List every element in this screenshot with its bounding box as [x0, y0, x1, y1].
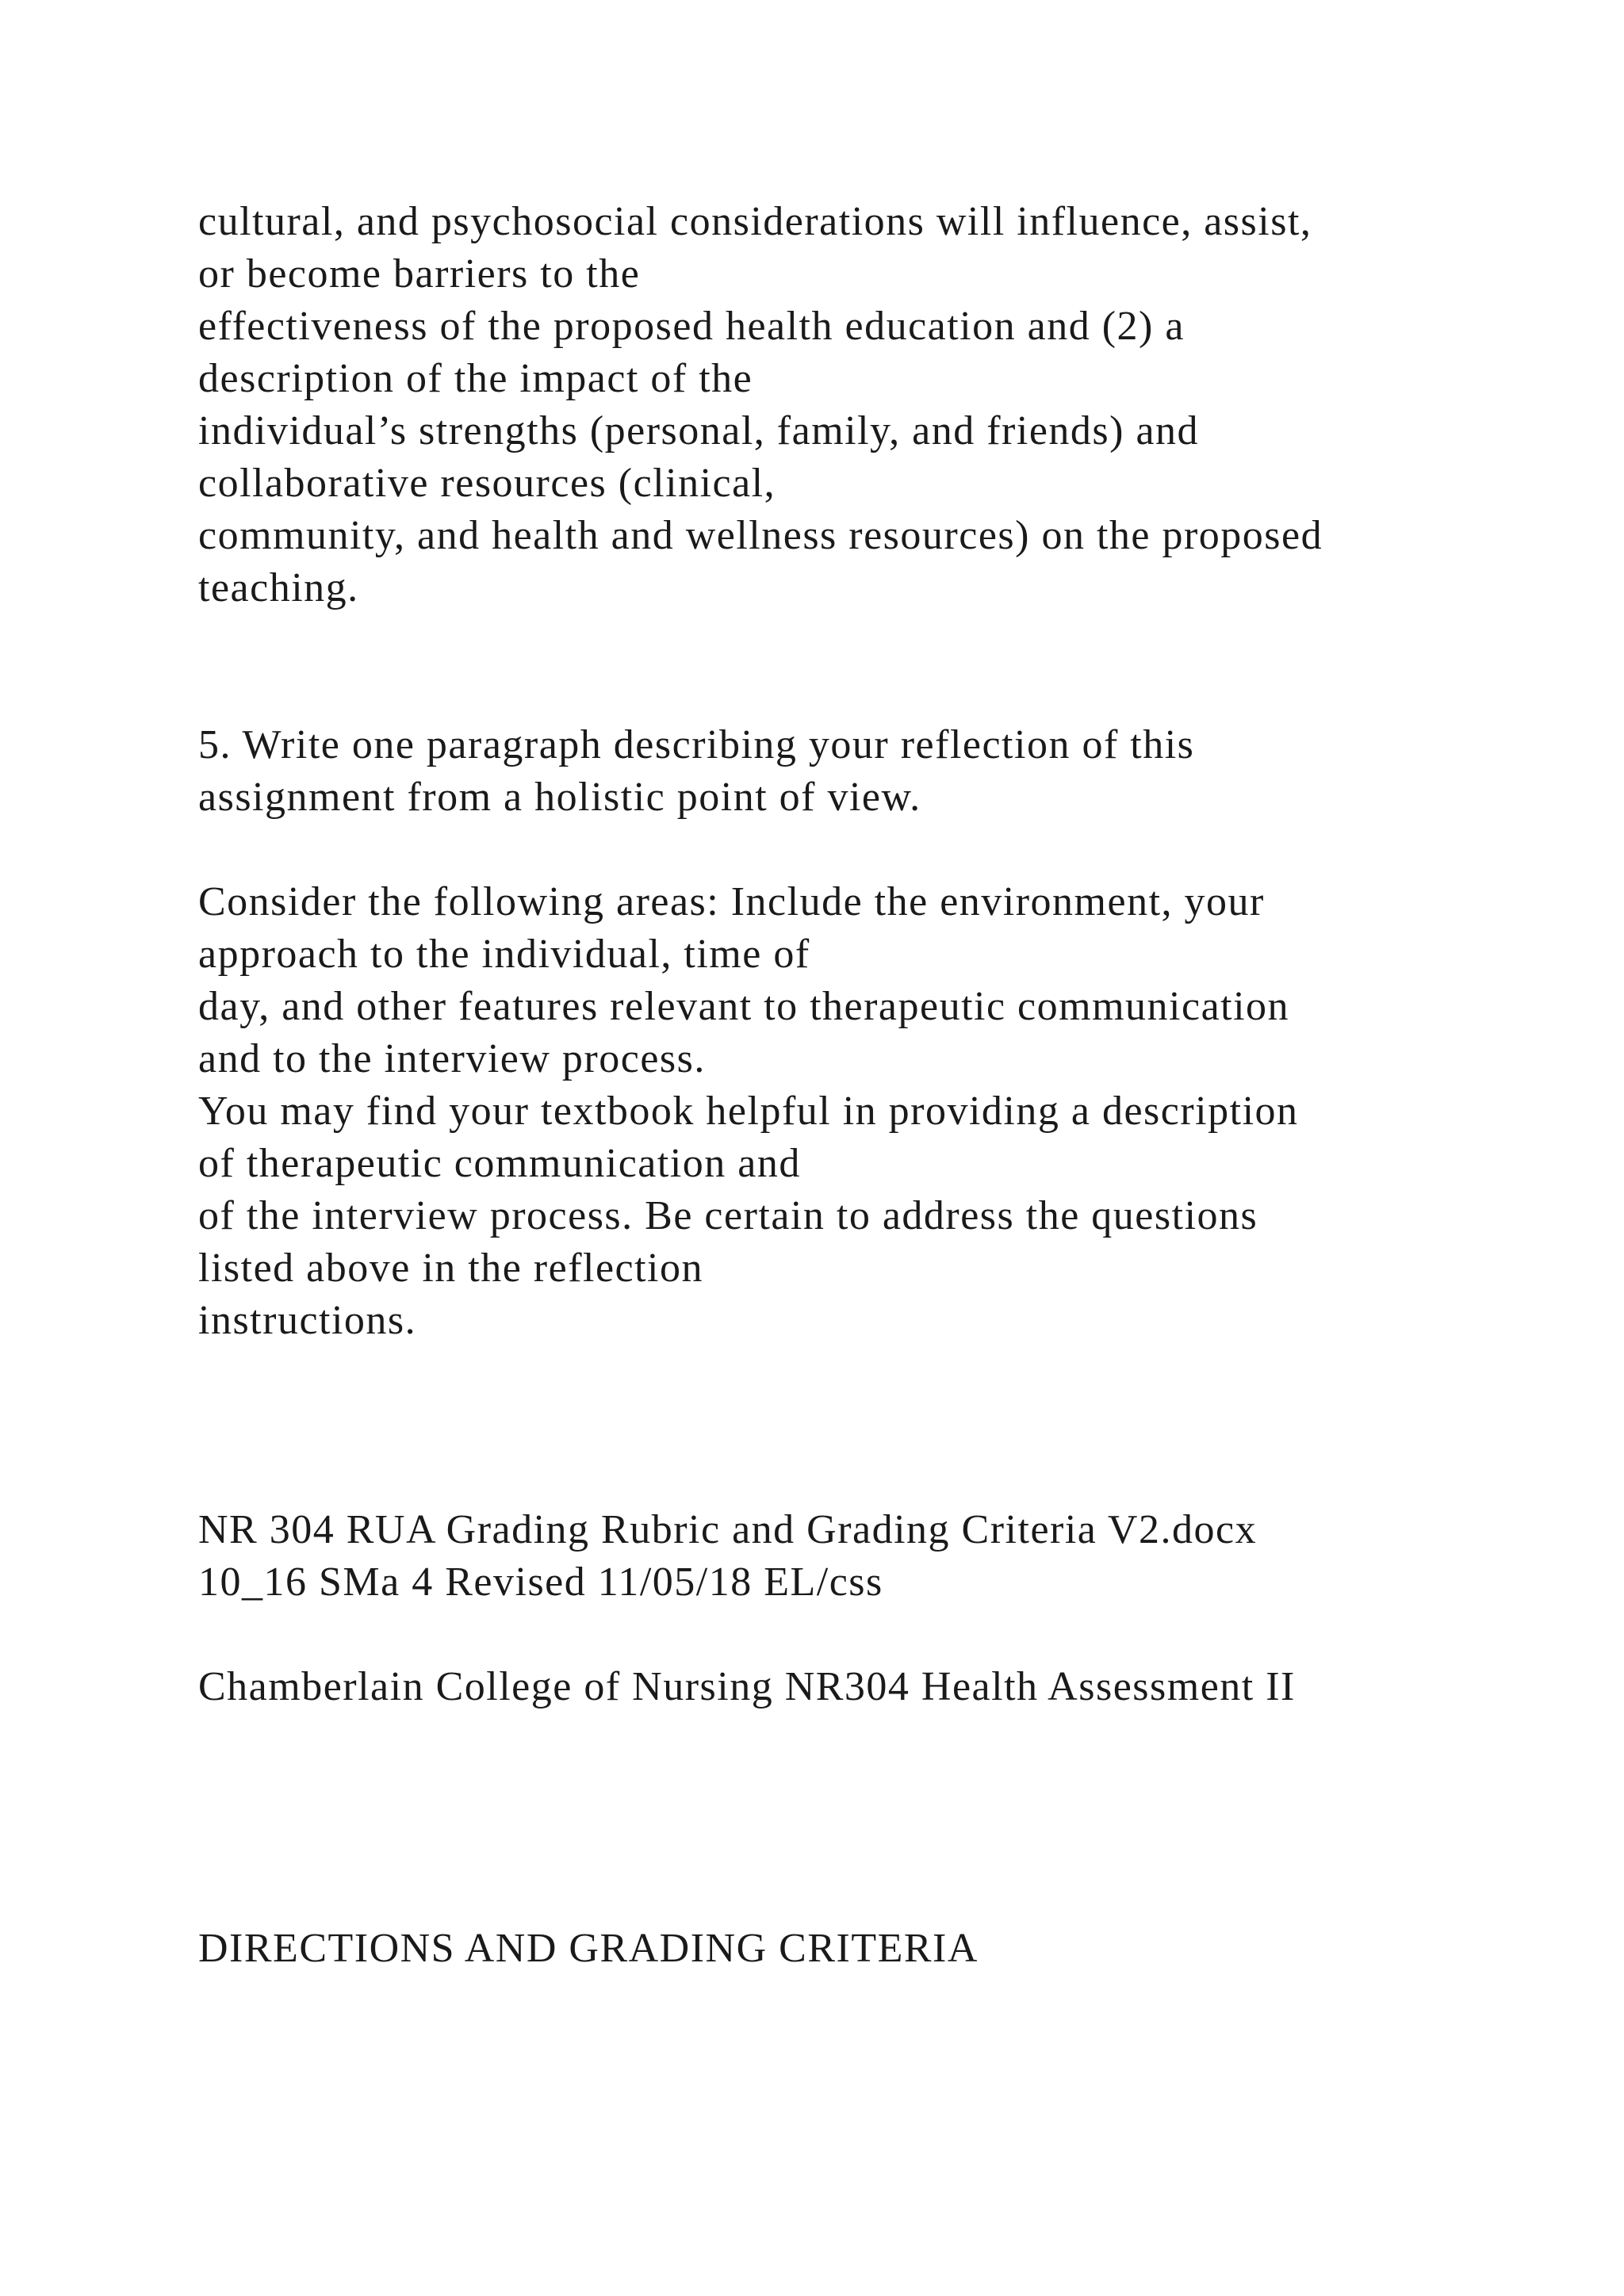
paragraph-line: listed above in the reflection [198, 1246, 704, 1291]
instruction-item-line: assignment from a holistic point of view. [198, 775, 921, 820]
paragraph-line: of the interview process. Be certain to address the questions [198, 1193, 1258, 1238]
paragraph-line: and to the interview process. [198, 1036, 706, 1081]
paragraph-line: collaborative resources (clinical, [198, 461, 776, 506]
paragraph-line: of therapeutic communication and [198, 1141, 801, 1186]
paragraph-line: cultural, and psychosocial considerations will influence, assist, [198, 199, 1312, 244]
paragraph-line: teaching. [198, 565, 359, 610]
paragraph-line: approach to the individual, time of [198, 932, 810, 977]
instruction-item-line: 5. Write one paragraph describing your reflection of this [198, 722, 1195, 767]
revision-line: 10_16 SMa 4 Revised 11/05/18 EL/css [198, 1559, 883, 1605]
paragraph-line: instructions. [198, 1298, 417, 1343]
paragraph-line: day, and other features relevant to therapeutic communication [198, 984, 1290, 1029]
paragraph-line: Consider the following areas: Include the environment, your [198, 879, 1265, 924]
paragraph-line: description of the impact of the [198, 356, 753, 401]
document-filename-line: NR 304 RUA Grading Rubric and Grading Criteria V2.docx [198, 1507, 1258, 1552]
section-heading: DIRECTIONS AND GRADING CRITERIA [198, 1926, 979, 1971]
paragraph-line: effectiveness of the proposed health education and (2) a [198, 304, 1185, 349]
paragraph-line: or become barriers to the [198, 251, 641, 297]
paragraph-line: individual’s strengths (personal, family, and friends) and [198, 408, 1200, 453]
paragraph-line: community, and health and wellness resources) on the proposed [198, 513, 1323, 558]
paragraph-line: You may find your textbook helpful in providing a description [198, 1089, 1299, 1134]
college-course-line: Chamberlain College of Nursing NR304 Health Assessment II [198, 1664, 1296, 1709]
